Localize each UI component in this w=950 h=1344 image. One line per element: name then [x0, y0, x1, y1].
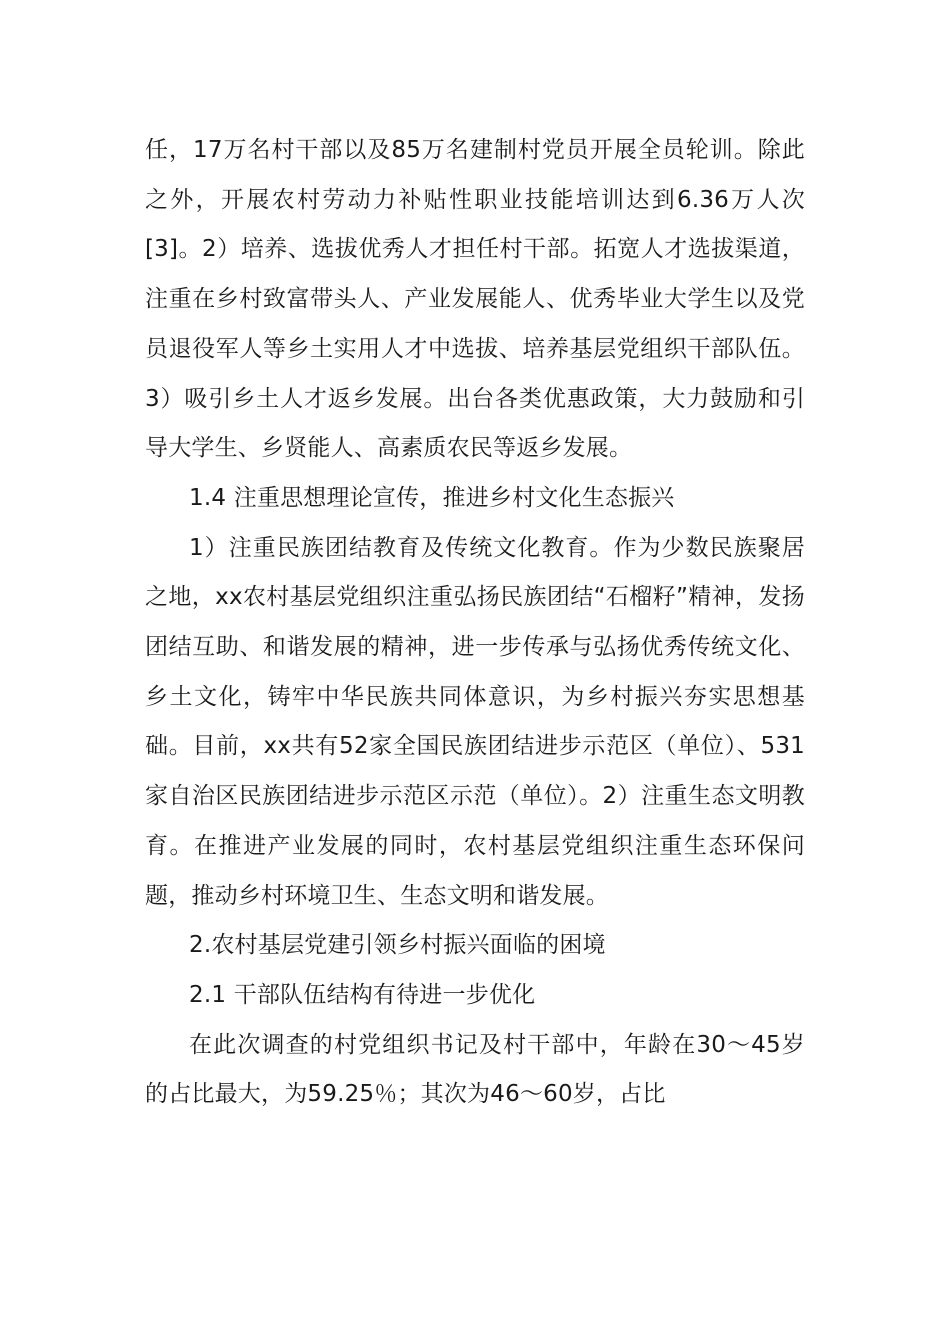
section-heading-2-1: 2.1 干部队伍结构有待进一步优化: [189, 981, 536, 1008]
paragraph-talent-training: 任，17万名村干部以及85万名建制村党员开展全员轮训。除此之外，开展农村劳动力补贴性职业技能培训达到6.36万人次[3]。2）培养、选拔优秀人才担任村干部。拓宽人才选拔渠道，注重在乡村致富带头人、产业发展能人、优秀毕业大学生以及党员退役军人等乡土实用人才中选拔、培养基层党组织干部队伍。3）吸引乡土人才返乡发展。出台各类优惠政策，大力鼓励和引导大学生、乡贤能人、高素质农民等返乡发展。: [145, 137, 805, 462]
section-heading-2: 2.农村基层党建引领乡村振兴面临的困境: [189, 932, 606, 959]
document-body: [145, 126, 805, 1120]
paragraph-culture-ecology: 1）注重民族团结教育及传统文化教育。作为少数民族聚居之地，xx农村基层党组织注重弘扬民族团结“石榴籽”精神，发扬团结互助、和谐发展的精神，进一步传承与弘扬优秀传统文化、乡土文化，铸牢中华民族共同体意识，为乡村振兴夯实思想基础。目前，xx共有52家全国民族团结进步示范区（单位）、531家自治区民族团结进步示范区示范（单位）。2）注重生态文明教育。在推进产业发展的同时，农村基层党组织注重生态环保问题，推动乡村环境卫生、生态文明和谐发展。: [145, 534, 805, 909]
section-heading-1-4: 1.4 注重思想理论宣传，推进乡村文化生态振兴: [189, 484, 675, 511]
paragraph-cadre-age: 在此次调查的村党组织书记及村干部中，年龄在30～45岁的占比最大，为59.25％；其次为46～60岁，占比: [145, 1031, 805, 1108]
